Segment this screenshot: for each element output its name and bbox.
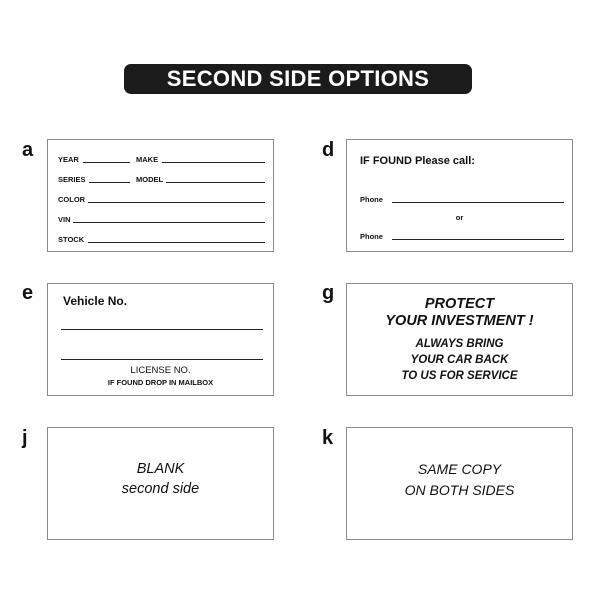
model-line [166,182,265,183]
protect-text: PROTECT [424,296,495,312]
same-copy-text: SAME COPY [417,461,502,477]
option-card-j[interactable] [47,427,274,540]
mailbox-text: IF FOUND DROP IN MAILBOX [107,378,214,387]
option-letter-a: a [22,139,34,161]
option-card-g[interactable] [346,283,573,396]
make-label: MAKE [136,155,159,164]
phone-label-1: Phone [360,195,383,204]
if-found-heading: IF FOUND Please call: [360,155,475,167]
phone-line-2 [392,239,564,240]
car-back-text: YOUR CAR BACK [410,354,509,366]
phone-line-1 [392,202,564,203]
year-line [83,162,130,163]
option-card-k[interactable] [346,427,573,540]
series-line [89,182,130,183]
stock-label: STOCK [58,235,85,244]
option-letter-g: g [322,282,335,304]
blank-text: BLANK [136,461,185,477]
both-sides-text: ON BOTH SIDES [404,482,515,498]
model-label: MODEL [136,175,164,184]
vehicle-line-2 [61,359,263,360]
option-letter-j: j [22,427,28,449]
color-label: COLOR [58,195,86,204]
make-line [162,162,265,163]
color-line [88,202,265,203]
page-title: SECOND SIDE OPTIONS [124,64,472,94]
vehicle-line-1 [61,329,263,330]
option-letter-k: k [322,427,334,449]
your-investment-text: YOUR INVESTMENT ! [385,313,534,329]
option-card-d[interactable] [346,139,573,252]
vehicle-no-heading: Vehicle No. [63,294,128,308]
for-service-text: TO US FOR SERVICE [401,370,518,382]
license-no-label: LICENSE NO. [130,365,191,376]
option-letter-d: d [322,139,335,161]
stock-line [88,242,265,243]
option-card-a[interactable] [47,139,274,252]
always-bring-text: ALWAYS BRING [415,338,504,350]
option-letter-e: e [22,282,34,304]
year-label: YEAR [58,155,79,164]
or-text: or [455,213,464,222]
vin-label: VIN [58,215,71,224]
vin-line [73,222,265,223]
option-card-e[interactable] [47,283,274,396]
phone-label-2: Phone [360,232,383,241]
second-side-text: second side [121,481,200,497]
series-label: SERIES [58,175,86,184]
